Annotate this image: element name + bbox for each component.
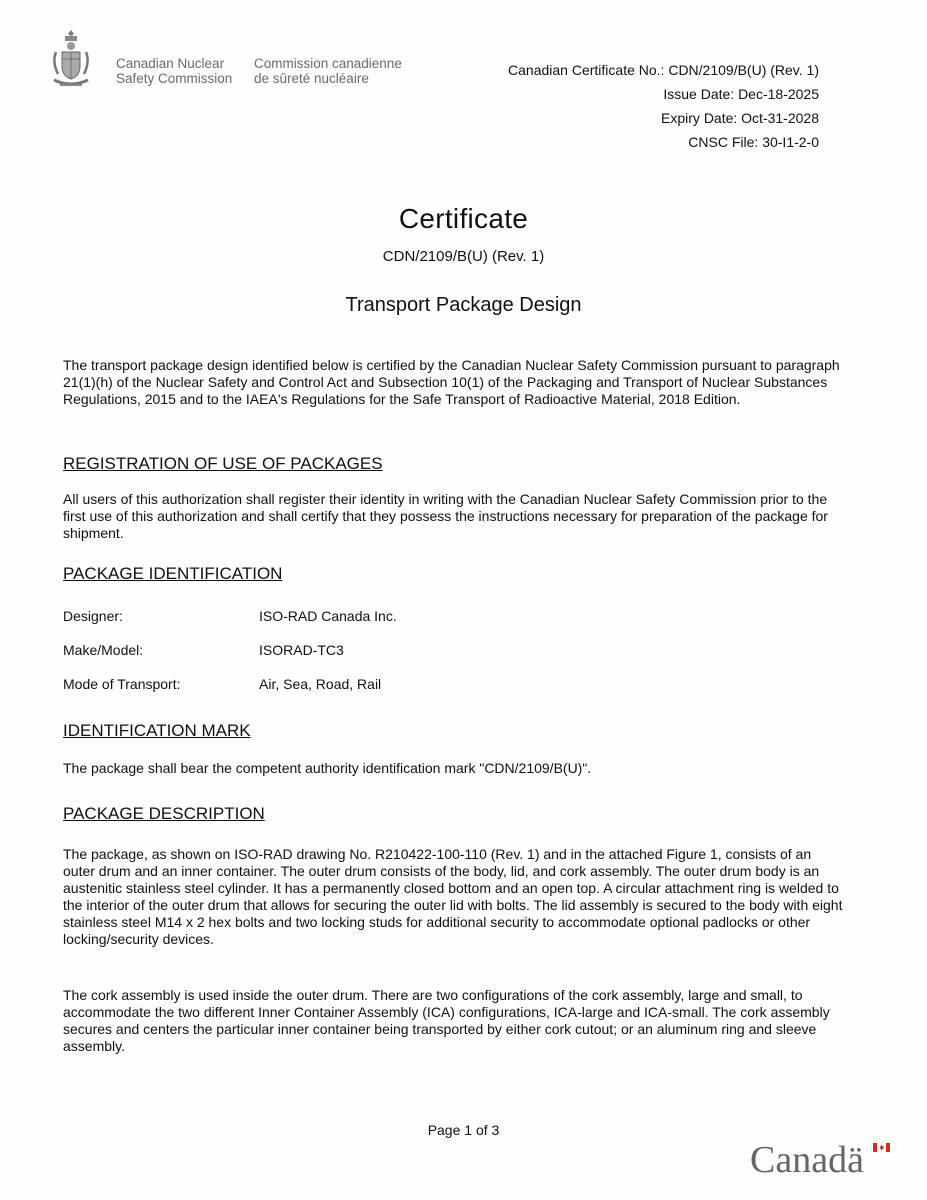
section-heading-mark: IDENTIFICATION MARK <box>63 721 251 740</box>
canada-flag-icon <box>873 1143 890 1152</box>
row-label: Make/Model: <box>63 642 144 658</box>
section-heading-identification: PACKAGE IDENTIFICATION <box>63 564 283 583</box>
intro-paragraph <box>63 357 843 408</box>
page-number: Page 1 of 3 <box>427 1122 500 1138</box>
agency-name-english <box>116 56 232 86</box>
section-heading-registration: REGISTRATION OF USE OF PACKAGES <box>63 454 383 473</box>
description-text: The cork assembly is used inside the outer drum. There are two configurations of the cork assembly, large and small, to accommodate the two different Inner Container Assembly (ICA) configurations, ICA-large and ICA-small. The cork assembly secures and centers the particular inner container being transported by either cork cutout; or an aluminum ring and sleeve assembly. <box>63 987 830 1054</box>
intro-text: The transport package design identified below is certified by the Canadian Nuclear Safety Commission pursuant to paragraph 21(1)(h) of the Nuclear Safety and Control Act and Subsection 10(1) of the Packaging and Transport of Nuclear Substances Regulations, 2015 and to the IAEA's Regulations for the Safe Transport of Radioactive Material, 2018 Edition. <box>63 357 840 407</box>
document-title: Certificate <box>398 203 529 234</box>
registration-text: All users of this authorization shall register their identity in writing with the Canadian Nuclear Safety Commission prior to the first use of this authorization and shall certify that they possess the instructions necessary for preparation of the package for shipment. <box>63 491 828 541</box>
agency-en-line: Safety Commission <box>116 71 233 86</box>
row-value: Air, Sea, Road, Rail <box>259 676 382 692</box>
canada-coat-of-arms-icon <box>50 28 92 90</box>
mark-text: The package shall bear the competent authority identification mark "CDN/2109/B(U)". <box>63 760 592 776</box>
agency-fr-line: de sûreté nucléaire <box>254 71 369 86</box>
certificate-number: Canadian Certificate No.: CDN/2109/B(U) (Rev. 1) <box>508 62 819 78</box>
agency-name-french <box>254 56 402 86</box>
certificate-id: CDN/2109/B(U) (Rev. 1) <box>382 248 545 265</box>
agency-en-line: Canadian Nuclear <box>116 56 225 71</box>
description-paragraph-2 <box>63 987 843 1055</box>
row-value: ISO-RAD Canada Inc. <box>259 608 397 624</box>
row-label: Mode of Transport: <box>63 676 181 692</box>
mark-paragraph <box>63 760 843 777</box>
registration-paragraph <box>63 491 843 542</box>
document-subtitle: Transport Package Design <box>345 294 582 316</box>
section-heading-description: PACKAGE DESCRIPTION <box>63 804 265 823</box>
canada-wordmark: Canadä <box>750 1139 864 1181</box>
issue-date: Issue Date: Dec-18-2025 <box>663 86 819 102</box>
row-value: ISORAD-TC3 <box>259 642 344 658</box>
cnsc-file: CNSC File: 30-I1-2-0 <box>688 134 819 150</box>
description-paragraph-1 <box>63 846 843 948</box>
expiry-date: Expiry Date: Oct-31-2028 <box>661 110 819 126</box>
row-label: Designer: <box>63 608 123 624</box>
certificate-metadata <box>508 58 819 154</box>
agency-fr-line: Commission canadienne <box>254 56 402 71</box>
description-text: The package, as shown on ISO-RAD drawing No. R210422-100-110 (Rev. 1) and in the attached Figure 1, consists of an outer drum and an inner container. The outer drum consists of the body, lid, and cork assembly. The outer drum body is an austenitic stainless steel cylinder. It has a permanently closed bottom and an open top. A circular attachment ring is welded to the interior of the outer drum that allows for securing the outer lid with bolts. The lid assembly is secured to the body with eight stainless steel M14 x 2 hex bolts and two locking studs for additional security to accommodate optional padlocks or other locking/security devices. <box>63 846 843 947</box>
letterhead <box>0 0 927 160</box>
